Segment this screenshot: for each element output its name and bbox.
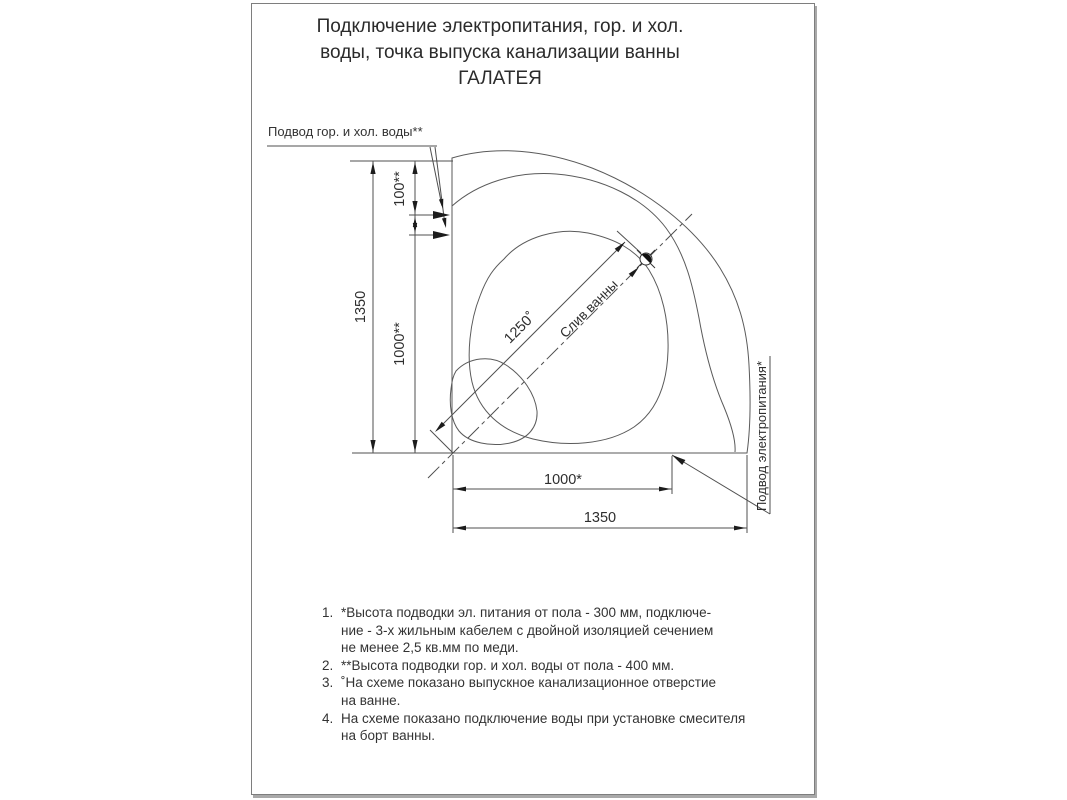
notes-list xyxy=(322,604,792,745)
dim-left-overall: 1350 xyxy=(353,290,369,324)
dim-water-offset-top: 100** xyxy=(392,171,408,207)
note-line: на ванне. xyxy=(341,692,401,708)
note-item xyxy=(322,604,792,657)
label-power-supply: Подвод электропитания* xyxy=(754,360,769,512)
note-text xyxy=(341,674,716,709)
note-text xyxy=(341,710,745,745)
note-item xyxy=(322,674,792,709)
note-number: 3. xyxy=(322,675,334,691)
tub-seat xyxy=(450,359,537,445)
drain-symbol xyxy=(637,250,655,268)
dim-drain-diagonal: 1250˚ xyxy=(501,309,539,347)
note-line: *Высота подводки эл. питания от пола - 300 мм, подключе- xyxy=(341,605,712,620)
note-line: На схеме показано подключение воды при установке смесителя xyxy=(341,710,746,726)
title-line-1: Подключение электропитания, гор. и хол. xyxy=(316,16,684,37)
note-line: не менее 2,5 кв.мм по меди. xyxy=(341,640,519,656)
water-point-arrow xyxy=(433,211,450,219)
note-number: 2. xyxy=(322,657,334,673)
note-line: **Высота подводки гор. и хол. воды от пола - 400 мм. xyxy=(341,657,675,673)
note-text xyxy=(341,604,713,657)
note-line: на борт ванны. xyxy=(341,728,435,744)
label-drain: Слив ванны xyxy=(556,276,621,341)
dim-bottom-overall: 1350 xyxy=(583,510,617,526)
note-item xyxy=(322,710,792,745)
diagonal-centerline xyxy=(428,214,692,478)
title-line-2: воды, точка выпуска канализации ванны xyxy=(320,42,680,63)
title-line-3: ГАЛАТЕЯ xyxy=(458,68,542,89)
note-text xyxy=(341,657,674,675)
note-line: ние - 3-х жильным кабелем с двойной изоляцией сечением xyxy=(341,622,714,638)
label-water-supply: Подвод гор. и хол. воды** xyxy=(268,124,423,139)
power-point-arrow xyxy=(672,455,685,465)
note-number: 1. xyxy=(322,605,334,620)
dim-water-offset-bottom: 1000** xyxy=(392,322,408,366)
dim-power-bottom: 1000* xyxy=(544,472,582,488)
note-item xyxy=(322,657,792,675)
note-line: ˚На схеме показано выпускное канализационное отверстие xyxy=(341,675,717,691)
water-point-arrow xyxy=(433,231,450,239)
note-number: 4. xyxy=(322,710,334,726)
